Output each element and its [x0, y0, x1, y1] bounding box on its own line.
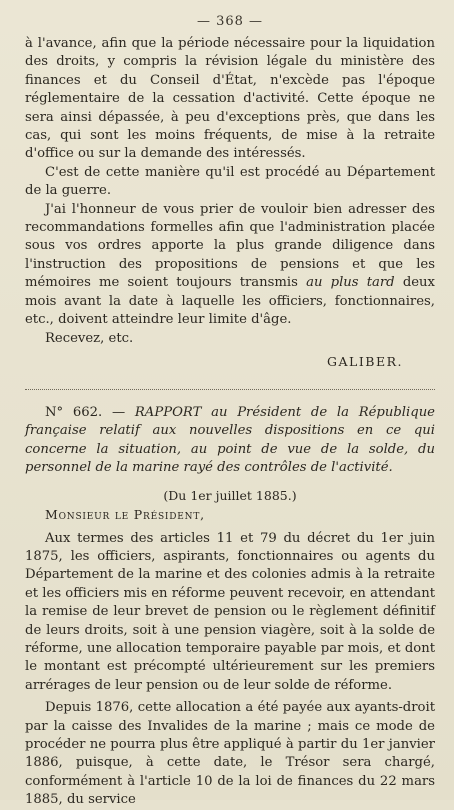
text-run: J'ai l'honneur de vous prier de vouloir bien adresser des recommandations formelles afin que l'administration placée sous vos ordres apporte la plus grande diligence dans l'instruction des propositions de pensions et que les mémoires me soient toujours transmis	[25, 201, 435, 291]
paragraph	[25, 201, 435, 330]
signature: GALIBER.	[327, 353, 403, 369]
report-number: N° 662. —	[45, 404, 126, 420]
closing: Recevez, etc.	[45, 330, 134, 346]
page-number: — 368 —	[196, 14, 264, 29]
report-title: RAPPORT au Président de la République française relatif aux nouvelles dispositions en ce qui concerne la situation, au point de vue de la solde, du personnel de la marine rayé des contrôles de l'activité.	[25, 404, 435, 476]
text-run: deux mois avant la date à laquelle les officiers, fonctionnaires, etc., doivent atteindre leur limite d'âge.	[25, 275, 435, 328]
salutation: Monsieur le Président,	[45, 506, 205, 522]
section-divider	[25, 389, 435, 390]
paragraph: C'est de cette manière qu'il est procédé au Département de la guerre.	[25, 164, 435, 199]
report-date: (Du 1er juillet 1885.)	[163, 487, 297, 503]
report-heading	[25, 404, 435, 478]
paragraph: Depuis 1876, cette allocation a été payée aux ayants-droit par la caisse des Invalides de la marine ; mais ce mode de procéder ne pourra plus être appliqué à partir du 1er janvier 1886, puisque, à cette date, le Trésor sera chargé, conformément à l'article 10 de la loi de finances du 22 mars 1885, du service	[25, 700, 435, 808]
emphasis: au plus tard	[306, 275, 395, 291]
paragraph: Aux termes des articles 11 et 79 du décret du 1er juin 1875, les officiers, aspirants, fonctionnaires ou agents du Département de la marine et des colonies admis à la retraite et les officiers mis en réforme peuvent recevoir, en attendant la remise de leur brevet de pension ou le règlement définitif de leurs droits, soit à une pension viagère, soit à la solde de réforme, une allocation temporaire payable par mois, et dont le montant est précompté ultérieurement sur les premiers arrérages de leur pension ou de leur solde de réforme.	[25, 530, 435, 693]
paragraph: à l'avance, afin que la période nécessaire pour la liquidation des droits, y compris la révision légale du ministère des finances et du Conseil d'État, n'excède pas l'époque réglementaire de la cessation d'activité. Cette époque ne sera ainsi dépassée, à peu d'exceptions près, que dans les cas, qui sont les moins fréquents, de mise à la retraite d'office ou sur la demande des intéressés.	[25, 36, 435, 162]
